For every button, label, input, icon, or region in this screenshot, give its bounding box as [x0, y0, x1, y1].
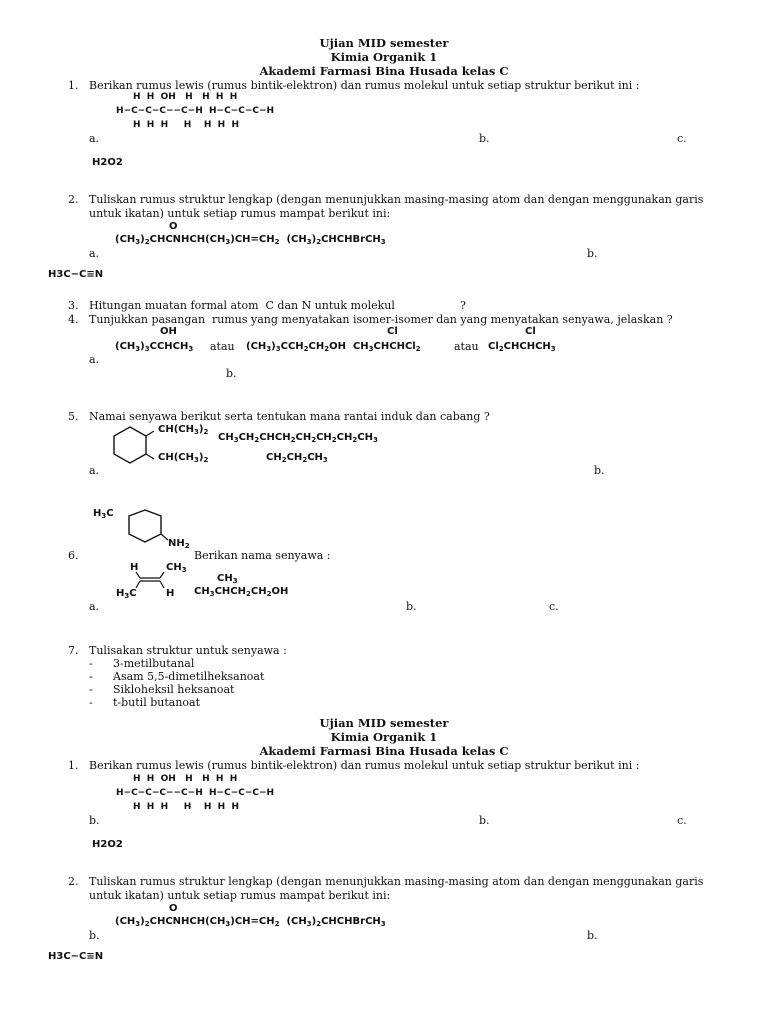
doc-title-repeat: Ujian MID semester	[319, 716, 449, 730]
list-item: Asam 5,5-dimetilheksanoat	[113, 670, 265, 683]
q6-text: Berikan nama senyawa :	[194, 549, 331, 562]
q6-a-label: a.	[89, 600, 100, 613]
class-title: Akademi Farmasi Bina Husada kelas C	[259, 64, 509, 78]
q2-nitrile: H3C−C≡N	[48, 269, 104, 280]
q2-number: 2.	[68, 193, 79, 206]
class-title-repeat: Akademi Farmasi Bina Husada kelas C	[259, 744, 509, 758]
q2-b-label: b.	[587, 247, 598, 260]
cyclohexane-ring-a	[110, 425, 160, 467]
q1-a-label-repeat: b.	[89, 814, 100, 827]
q4-atau-1: atau	[210, 340, 235, 353]
q1-number-repeat: 1.	[68, 759, 79, 772]
q1-c-label: c.	[677, 132, 687, 145]
methyl-group: $H_3C$	[93, 508, 114, 520]
q2-b-label-repeat: b.	[587, 929, 598, 942]
q1-b-label-repeat: b.	[479, 814, 490, 827]
q1-text: Berikan rumus lewis (rumus bintik-elektron) dan rumus molekul untuk setiap struktur berikut ini :	[89, 79, 640, 92]
q1-b-label: b.	[479, 132, 490, 145]
q3-question-mark: ?	[460, 299, 466, 312]
q2-number-repeat: 2.	[68, 875, 79, 888]
amine-group: $NH_2$	[168, 538, 190, 550]
q6-b-label: b.	[406, 600, 417, 613]
q5-number: 5.	[68, 410, 79, 423]
q5-a-label: a.	[89, 464, 100, 477]
q2-a-label: a.	[89, 247, 100, 260]
q1-a-label: a.	[89, 132, 100, 145]
q6-number: 6.	[68, 549, 79, 562]
q4-b-label: b.	[226, 367, 237, 380]
q2-text-1: Tuliskan rumus struktur lengkap (dengan menunjukkan masing-masing atom dan dengan menggunakan garis	[89, 193, 704, 206]
cyclohexane-ring-amine	[120, 508, 170, 550]
q2-a-label-repeat: b.	[89, 929, 100, 942]
list-item: Sikloheksil heksanoat	[113, 683, 235, 696]
q1-number: 1.	[68, 79, 79, 92]
q2-text-1-repeat: Tuliskan rumus struktur lengkap (dengan menunjukkan masing-masing atom dan dengan menggunakan garis	[89, 875, 704, 888]
list-item: t-butil butanoat	[113, 696, 201, 709]
q1-h2o2-repeat: H2O2	[92, 839, 123, 850]
q3-text: Hitungan muatan formal atom C dan N untuk molekul	[89, 299, 395, 312]
q2-nitrile-repeat: H3C−C≡N	[48, 951, 104, 962]
course-title: Kimia Organik 1	[330, 50, 438, 64]
q1-c-label-repeat: c.	[677, 814, 687, 827]
q7-number: 7.	[68, 644, 79, 657]
q4-a-label: a.	[89, 353, 100, 366]
doc-title: Ujian MID semester	[319, 36, 449, 50]
q2-text-2-repeat: untuk ikatan) untuk setiap rumus mampat berikut ini:	[89, 889, 391, 902]
q4-atau-2: atau	[454, 340, 479, 353]
q6-c-label: c.	[549, 600, 559, 613]
course-title-repeat: Kimia Organik 1	[330, 730, 438, 744]
q5-b-label: b.	[594, 464, 605, 477]
q5-text: Namai senyawa berikut serta tentukan mana rantai induk dan cabang ?	[89, 410, 490, 423]
q1-text-repeat: Berikan rumus lewis (rumus bintik-elektron) dan rumus molekul untuk setiap struktur berikut ini :	[89, 759, 640, 772]
q4-text: Tunjukkan pasangan rumus yang menyatakan isomer-isomer dan yang menyatakan senyawa, jelaskan ?	[89, 313, 673, 326]
q3-number: 3.	[68, 299, 79, 312]
q7-text: Tulisakan struktur untuk senyawa :	[89, 644, 287, 657]
q4-number: 4.	[68, 313, 79, 326]
q2-text-2: untuk ikatan) untuk setiap rumus mampat berikut ini:	[89, 207, 391, 220]
q1-h2o2: H2O2	[92, 157, 123, 168]
list-item: 3-metilbutanal	[113, 657, 195, 670]
